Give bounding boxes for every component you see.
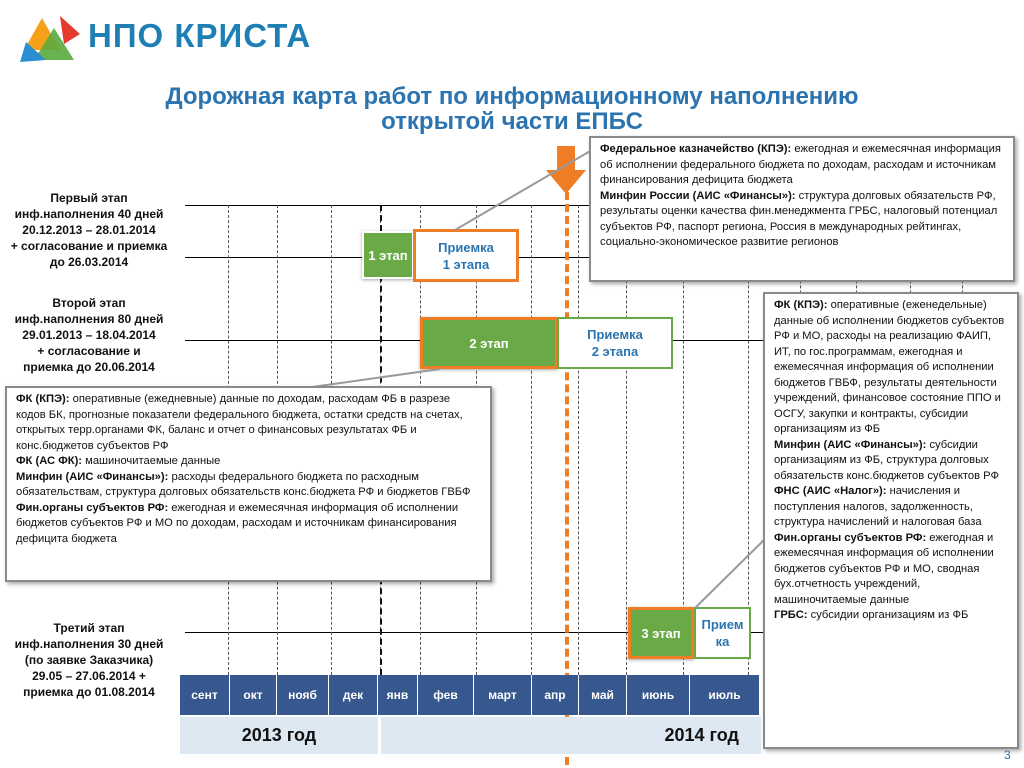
- month-cell: март: [474, 675, 532, 715]
- callout-paragraph: ФК (КПЭ): оперативные (ежедневные) данные по доходам, расходам ФБ в разрезе кодов БК, прогнозные показатели федерального бюджета, остатки средств на счетах, открытых терр.органами ФК, баланс и отчет о финансовых результатах ФБ и конс.бюджетов субъектов РФ: [16, 393, 463, 452]
- year-2014: 2014 год: [381, 717, 761, 754]
- callout-paragraph: Фин.органы субъектов РФ: ежегодная и ежемесячная информация об исполнении бюджетов субъектов РФ и МО по доходам, расходам и источникам финансирования дефицита бюджета: [16, 501, 459, 545]
- callout-stage2-sources: [5, 386, 492, 582]
- page-title-line1: Дорожная карта работ по информационному наполнению: [165, 83, 859, 110]
- callout-paragraph: ФНС (АИС «Налог»): начисления и поступления налогов, задолженность, структура начислений и налоговая база: [774, 485, 982, 528]
- callout-paragraph: Минфин (АИС «Финансы»): субсидии организациям из ФБ, структура долговых обязательств конс.бюджетов субъектов РФ: [774, 438, 1000, 482]
- callout-paragraph: Минфин (АИС «Финансы»): расходы федерального бюджета по расходным обязательствам, структура долговых обязательств конс.бюджета РФ и бюджетов ГВБФ: [16, 470, 471, 498]
- callout-paragraph: ФК (АС ФК): машиночитаемые данные: [16, 455, 221, 467]
- month-cell: июль: [690, 675, 760, 715]
- year-2013: 2013 год: [180, 717, 378, 754]
- stage2-acceptance: Приемка 2 этапа: [557, 317, 673, 369]
- page-number: 3: [1004, 748, 1011, 762]
- callout-paragraph: Фин.органы субъектов РФ: ежегодная и ежемесячная информация об исполнении бюджетов субъектов РФ и МО, сводная бух.отчетность учреждений, машиночитаемые данные: [774, 531, 994, 606]
- callout-federal-treasury: [589, 136, 1015, 282]
- month-cell: окт: [230, 675, 277, 715]
- month-cell: нояб: [277, 675, 329, 715]
- month-cell: янв: [378, 675, 418, 715]
- month-cell: июнь: [627, 675, 690, 715]
- logo-text: НПО КРИСТА: [88, 17, 312, 54]
- page-title-line2: открытой части ЕПБС: [381, 108, 643, 135]
- stage1-acceptance: Приемка 1 этапа: [413, 229, 519, 282]
- month-cell: май: [579, 675, 627, 715]
- stage3-label: Третий этап инф.наполнения 30 дней (по заявке Заказчика) 29.05 – 27.06.2014 + приемка до 01.08.2014: [14, 621, 164, 699]
- callout-paragraph: ГРБС: субсидии организациям из ФБ: [774, 609, 969, 621]
- stage2-label: Второй этап инф.наполнения 80 дней 29.01.2013 – 18.04.2014 + согласование и приемка до 20.06.2014: [14, 296, 164, 374]
- month-cell: апр: [532, 675, 579, 715]
- stage2-bar: 2 этап: [420, 317, 558, 369]
- stage3-bar: 3 этап: [628, 607, 694, 659]
- month-cell: фев: [418, 675, 474, 715]
- callout-paragraph: ФК (КПЭ): оперативные (еженедельные) данные об исполнении бюджетов субъектов РФ и МО, расходы на реализацию ФАИП, ИТ, по гос.программам, ежегодная и ежемесячная информация об исполнении бюджетов ГВБФ, результаты деятельности учреждений, финансовое состояние ППО и ОСГУ, закупки и контракты, субсидии организациям из ФБ: [774, 299, 1005, 435]
- month-cell: дек: [329, 675, 378, 715]
- callout-paragraph: Минфин России (АИС «Финансы»): структура долговых обязательств РФ, результаты оценки качества фин.менеджмента ГРБС, налоговый потенциал субъектов РФ, паспорт региона, Россия в международных рейтингах, социально-экономическое развитие регионов: [600, 189, 998, 248]
- callout-stage3-sources: [763, 292, 1019, 749]
- stage1-label: Первый этап инф.наполнения 40 дней 20.12.2013 – 28.01.2014 + согласование и приемка до 26.03.2014: [10, 191, 168, 269]
- stage1-bar: 1 этап: [362, 231, 414, 279]
- callout-paragraph: Федеральное казначейство (КПЭ): ежегодная и ежемесячная информация об исполнении федерального бюджета по доходам, расходам и источникам финансирования дефицита бюджета: [600, 143, 1001, 186]
- months-row: [180, 675, 760, 715]
- month-cell: сент: [180, 675, 230, 715]
- stage3-acceptance: Прием ка: [694, 607, 751, 659]
